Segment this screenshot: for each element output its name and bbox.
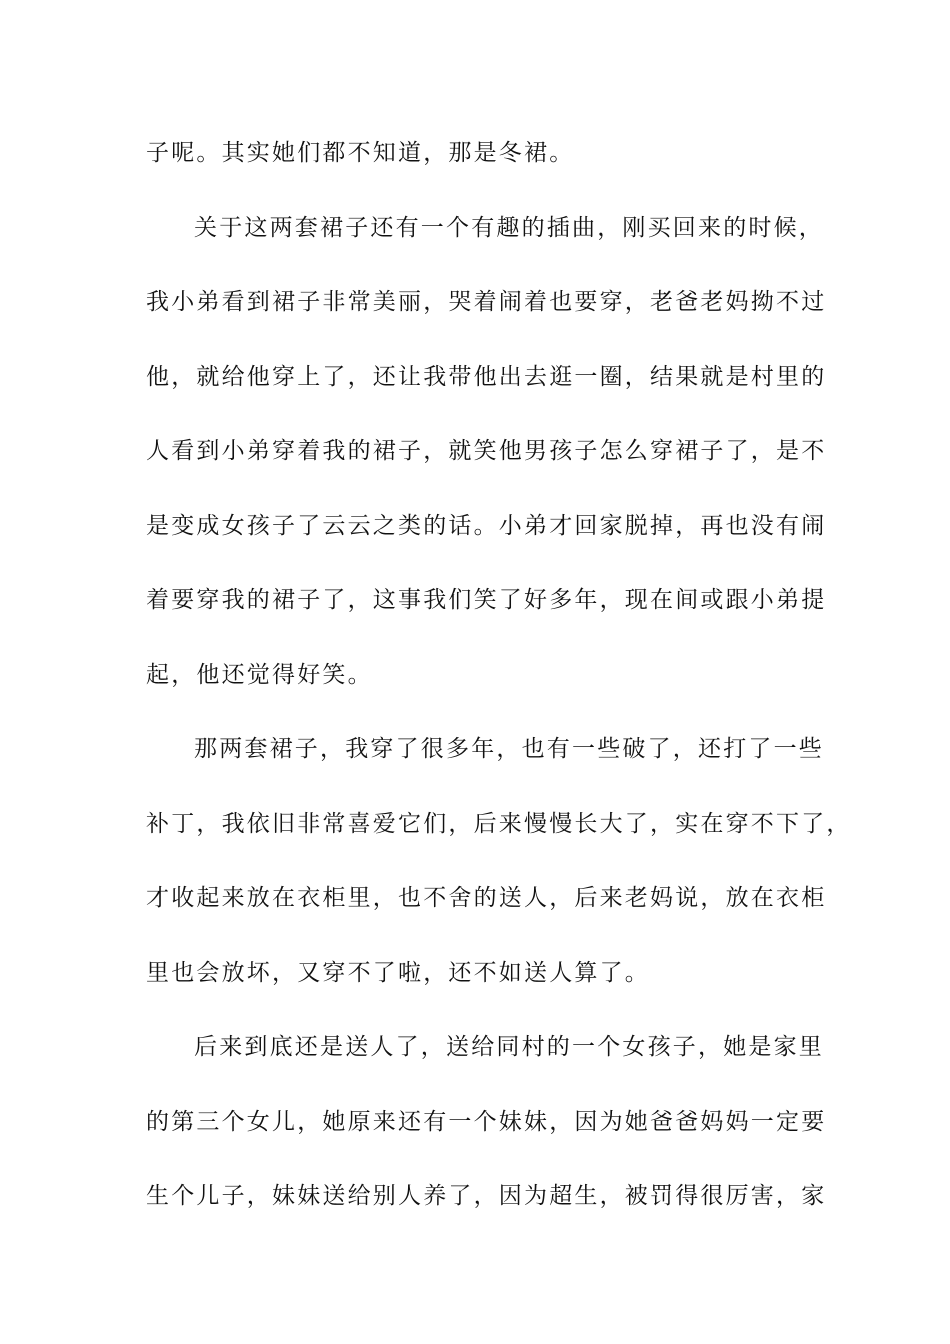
text-line: 才收起来放在衣柜里，也不舍的送人，后来老妈说，放在衣柜 bbox=[146, 885, 827, 911]
text-line: 是变成女孩子了云云之类的话。小弟才回家脱掉，再也没有闹 bbox=[146, 512, 827, 539]
text-line: 他，就给他穿上了，还让我带他出去逛一圈，结果就是村里的 bbox=[146, 363, 827, 390]
text-line: 起，他还觉得好笑。 bbox=[146, 661, 373, 688]
text-line: 着要穿我的裙子了，这事我们笑了好多年，现在间或跟小弟提 bbox=[146, 587, 827, 613]
text-line: 我小弟看到裙子非常美丽，哭着闹着也要穿，老爸老妈拗不过 bbox=[146, 289, 827, 315]
text-line: 后来到底还是送人了，送给同村的一个女孩子，她是家里 bbox=[194, 1034, 824, 1060]
document-body bbox=[146, 128, 852, 1246]
text-line: 生个儿子，妹妹送给别人养了，因为超生，被罚得很厉害，家 bbox=[146, 1183, 827, 1209]
text-line: 人看到小弟穿着我的裙子，就笑他男孩子怎么穿裙子了，是不 bbox=[146, 438, 827, 464]
text-line: 里也会放坏，又穿不了啦，还不如送人算了。 bbox=[146, 959, 650, 986]
text-line: 的第三个女儿，她原来还有一个妹妹，因为她爸爸妈妈一定要 bbox=[146, 1108, 827, 1135]
text-line: 子呢。其实她们都不知道，那是冬裙。 bbox=[146, 140, 575, 166]
text-line: 补丁，我依旧非常喜爱它们，后来慢慢长大了，实在穿不下了， bbox=[146, 810, 852, 837]
text-line: 关于这两套裙子还有一个有趣的插曲，刚买回来的时候， bbox=[194, 214, 824, 241]
text-line: 那两套裙子，我穿了很多年，也有一些破了，还打了一些 bbox=[194, 736, 824, 762]
